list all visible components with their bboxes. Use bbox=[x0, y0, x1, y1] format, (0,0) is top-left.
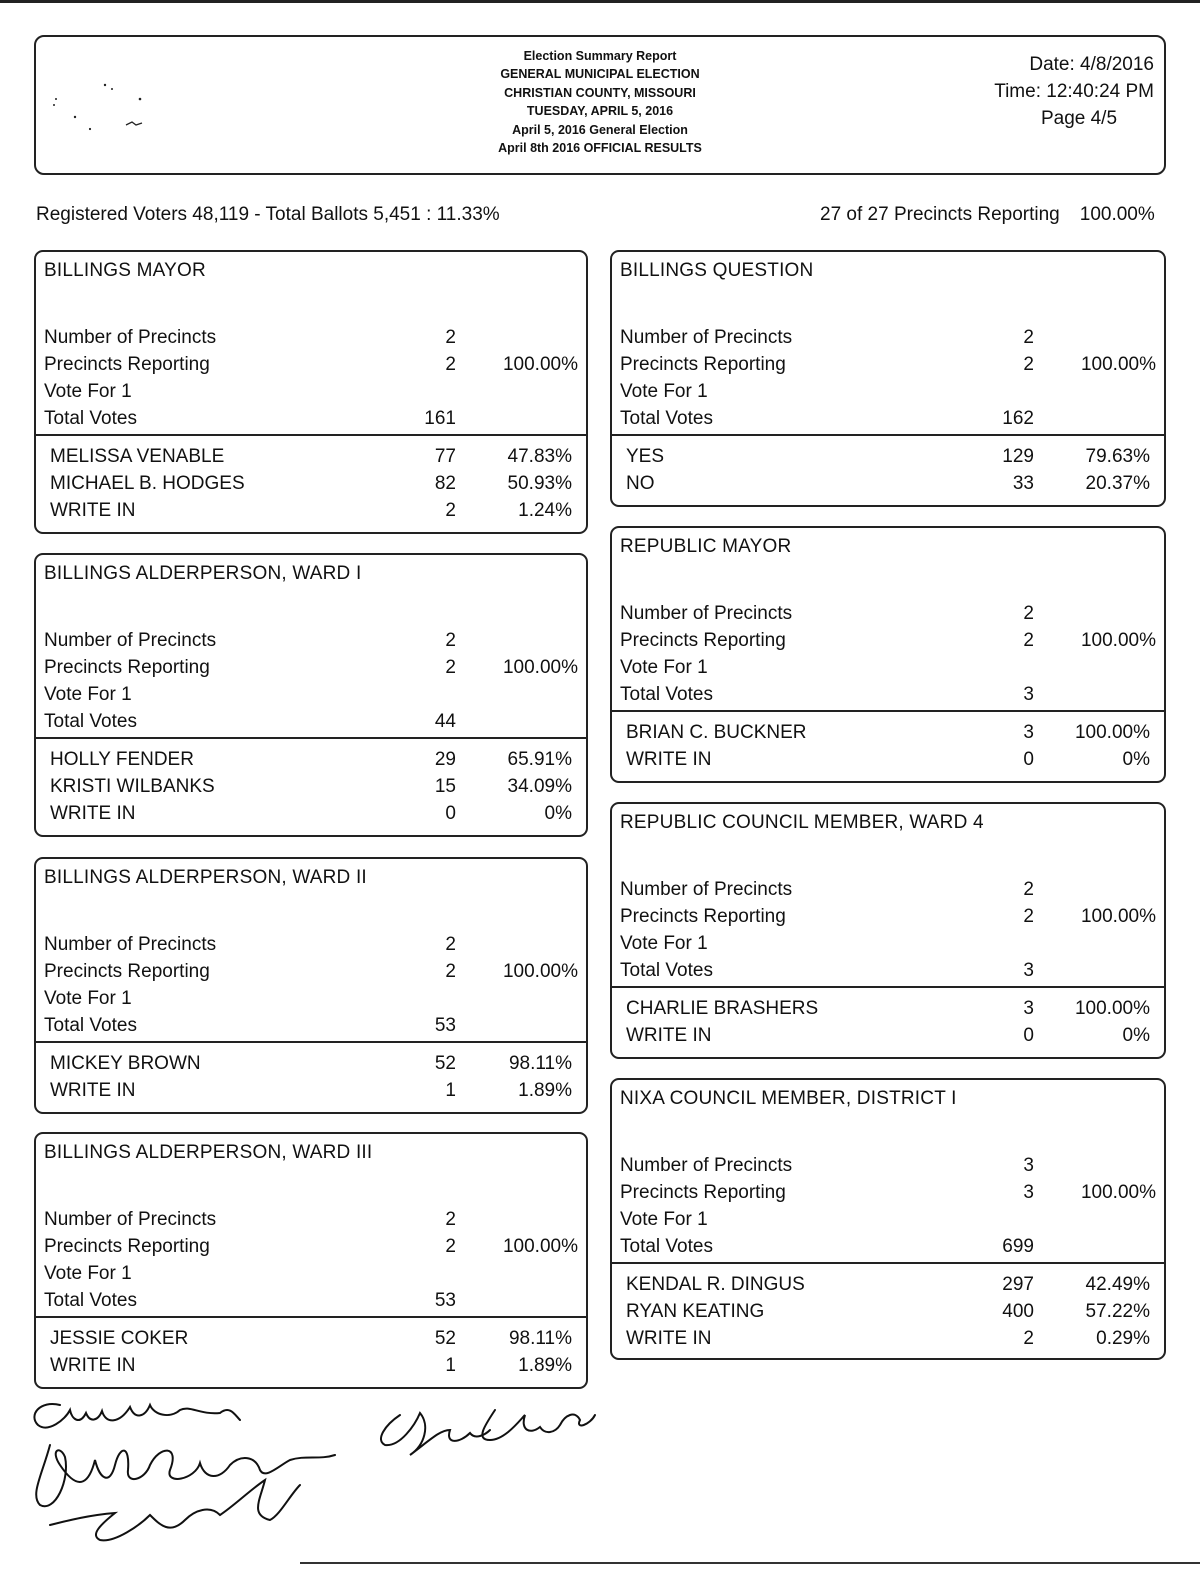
stat-value: 3 bbox=[1023, 960, 1034, 981]
candidate-name: KRISTI WILBANKS bbox=[50, 776, 215, 797]
candidate-row bbox=[36, 1325, 586, 1352]
stat-value: 3 bbox=[1023, 1182, 1034, 1203]
stat-label: Total Votes bbox=[44, 711, 137, 732]
stat-value: 2 bbox=[1023, 354, 1034, 375]
candidate-row bbox=[612, 719, 1164, 746]
candidate-votes: 0 bbox=[1023, 749, 1034, 770]
stat-label: Number of Precincts bbox=[620, 603, 793, 624]
stat-value: 2 bbox=[1023, 906, 1034, 927]
candidate-name: MELISSA VENABLE bbox=[50, 446, 225, 467]
candidate-name: RYAN KEATING bbox=[626, 1301, 765, 1322]
stat-vote-for bbox=[612, 378, 1164, 405]
stat-label: Vote For 1 bbox=[44, 381, 132, 402]
candidate-row bbox=[612, 1022, 1164, 1049]
stat-value: 2 bbox=[445, 630, 456, 651]
candidate-percent: 79.63% bbox=[1085, 446, 1150, 467]
contest-title: BILLINGS ALDERPERSON, WARD I bbox=[44, 563, 362, 584]
contest-divider bbox=[612, 1262, 1164, 1264]
stat-vote-for bbox=[36, 681, 586, 708]
candidate-percent: 100.00% bbox=[1074, 722, 1150, 743]
contest-divider bbox=[612, 434, 1164, 436]
stat-value: 3 bbox=[1023, 1155, 1034, 1176]
candidate-percent: 65.91% bbox=[507, 749, 572, 770]
report-meta bbox=[994, 51, 1154, 132]
stat-precincts-reporting bbox=[36, 1233, 586, 1260]
stat-total-votes bbox=[36, 1287, 586, 1314]
stat-value: 161 bbox=[424, 408, 456, 429]
candidate-percent: 1.24% bbox=[518, 500, 572, 521]
stat-percent: 100.00% bbox=[502, 657, 578, 678]
candidate-votes: 15 bbox=[434, 776, 456, 797]
stat-label: Vote For 1 bbox=[44, 684, 132, 705]
stat-number-of-precincts bbox=[36, 324, 586, 351]
stat-total-votes bbox=[612, 681, 1164, 708]
stat-percent: 100.00% bbox=[502, 1236, 578, 1257]
candidate-votes: 2 bbox=[445, 500, 456, 521]
candidate-percent: 0% bbox=[544, 803, 572, 824]
candidate-percent: 98.11% bbox=[508, 1053, 572, 1074]
candidate-percent: 1.89% bbox=[518, 1080, 572, 1101]
candidate-row bbox=[612, 1325, 1164, 1352]
stat-precincts-reporting bbox=[612, 351, 1164, 378]
stat-label: Number of Precincts bbox=[620, 327, 793, 348]
stat-total-votes bbox=[612, 957, 1164, 984]
stat-label: Vote For 1 bbox=[620, 1209, 708, 1230]
candidate-votes: 3 bbox=[1023, 998, 1034, 1019]
official-signatures bbox=[20, 1385, 620, 1555]
stat-value: 2 bbox=[1023, 327, 1034, 348]
stat-label: Vote For 1 bbox=[620, 657, 708, 678]
stat-vote-for bbox=[36, 985, 586, 1012]
candidate-name: WRITE IN bbox=[50, 500, 136, 521]
candidate-name: WRITE IN bbox=[50, 803, 136, 824]
contest-title: REPUBLIC COUNCIL MEMBER, WARD 4 bbox=[620, 812, 984, 833]
contest-box bbox=[34, 250, 588, 534]
candidate-name: MICKEY BROWN bbox=[50, 1053, 201, 1074]
stat-label: Number of Precincts bbox=[44, 1209, 217, 1230]
stat-value: 2 bbox=[445, 1209, 456, 1230]
candidate-percent: 34.09% bbox=[507, 776, 572, 797]
candidate-votes: 52 bbox=[434, 1053, 456, 1074]
candidate-name: WRITE IN bbox=[626, 1025, 712, 1046]
contest-divider bbox=[36, 1316, 586, 1318]
stat-value: 2 bbox=[1023, 603, 1034, 624]
stat-label: Vote For 1 bbox=[620, 381, 708, 402]
stat-label: Precincts Reporting bbox=[44, 657, 210, 678]
candidate-name: JESSIE COKER bbox=[50, 1328, 189, 1349]
precincts-summary bbox=[820, 204, 1155, 226]
candidate-percent: 1.89% bbox=[518, 1355, 572, 1376]
candidate-row bbox=[36, 1077, 586, 1104]
candidate-row bbox=[612, 1298, 1164, 1325]
candidate-row bbox=[612, 443, 1164, 470]
candidate-votes: 77 bbox=[434, 446, 456, 467]
report-date: Date: 4/8/2016 bbox=[1029, 54, 1154, 75]
stat-percent: 100.00% bbox=[1080, 906, 1156, 927]
candidate-name: WRITE IN bbox=[626, 1328, 712, 1349]
report-title-line: April 5, 2016 General Election bbox=[512, 122, 688, 137]
stat-label: Total Votes bbox=[620, 684, 713, 705]
candidate-row bbox=[612, 470, 1164, 497]
candidate-votes: 1 bbox=[445, 1080, 456, 1101]
report-time: Time: 12:40:24 PM bbox=[994, 81, 1154, 102]
stat-value: 3 bbox=[1023, 684, 1034, 705]
stat-percent: 100.00% bbox=[1080, 630, 1156, 651]
report-title-line: TUESDAY, APRIL 5, 2016 bbox=[526, 104, 674, 119]
stat-label: Total Votes bbox=[620, 408, 713, 429]
stat-percent: 100.00% bbox=[1080, 354, 1156, 375]
stat-vote-for bbox=[612, 930, 1164, 957]
candidate-percent: 42.49% bbox=[1085, 1274, 1150, 1295]
stat-number-of-precincts bbox=[36, 931, 586, 958]
stat-value: 53 bbox=[434, 1290, 456, 1311]
contest-title: REPUBLIC MAYOR bbox=[620, 536, 792, 557]
candidate-row bbox=[36, 800, 586, 827]
candidate-percent: 98.11% bbox=[508, 1328, 572, 1349]
stat-label: Precincts Reporting bbox=[620, 354, 786, 375]
stat-label: Number of Precincts bbox=[44, 934, 217, 955]
stat-number-of-precincts bbox=[612, 876, 1164, 903]
stat-total-votes bbox=[612, 1233, 1164, 1260]
report-title-line: GENERAL MUNICIPAL ELECTION bbox=[500, 67, 700, 82]
stat-label: Vote For 1 bbox=[44, 988, 132, 1009]
contest-divider bbox=[36, 434, 586, 436]
stat-percent: 100.00% bbox=[502, 961, 578, 982]
candidate-name: NO bbox=[626, 473, 655, 494]
report-page: Page 4/5 bbox=[1040, 108, 1118, 129]
stat-precincts-reporting bbox=[612, 903, 1164, 930]
stat-value: 44 bbox=[434, 711, 456, 732]
candidate-row bbox=[36, 746, 586, 773]
stat-label: Precincts Reporting bbox=[620, 906, 786, 927]
stat-precincts-reporting bbox=[612, 1179, 1164, 1206]
stat-label: Total Votes bbox=[620, 960, 713, 981]
contest-box bbox=[610, 1078, 1166, 1360]
stat-vote-for bbox=[36, 378, 586, 405]
stat-number-of-precincts bbox=[612, 324, 1164, 351]
candidate-row bbox=[36, 1352, 586, 1379]
candidate-row bbox=[36, 497, 586, 524]
stat-total-votes bbox=[36, 1012, 586, 1039]
candidate-name: KENDAL R. DINGUS bbox=[626, 1274, 805, 1295]
report-header bbox=[34, 35, 1166, 175]
stat-label: Total Votes bbox=[44, 408, 137, 429]
candidate-name: WRITE IN bbox=[626, 749, 712, 770]
stat-label: Number of Precincts bbox=[620, 1155, 793, 1176]
candidate-votes: 29 bbox=[434, 749, 456, 770]
stat-label: Precincts Reporting bbox=[620, 630, 786, 651]
contest-divider bbox=[36, 737, 586, 739]
stat-precincts-reporting bbox=[612, 627, 1164, 654]
candidate-name: HOLLY FENDER bbox=[50, 749, 194, 770]
candidate-votes: 129 bbox=[1002, 446, 1034, 467]
candidate-votes: 3 bbox=[1023, 722, 1034, 743]
stat-value: 699 bbox=[1002, 1236, 1034, 1257]
registered-voters-summary: Registered Voters 48,119 - Total Ballots 5,451 : 11.33% bbox=[36, 204, 500, 225]
candidate-row bbox=[612, 995, 1164, 1022]
candidate-name: YES bbox=[626, 446, 665, 467]
candidate-percent: 50.93% bbox=[507, 473, 572, 494]
stat-label: Total Votes bbox=[44, 1015, 137, 1036]
stat-value: 2 bbox=[1023, 879, 1034, 900]
stat-precincts-reporting bbox=[36, 958, 586, 985]
stat-total-votes bbox=[36, 405, 586, 432]
contest-divider bbox=[612, 986, 1164, 988]
stat-precincts-reporting bbox=[36, 351, 586, 378]
candidate-percent: 20.37% bbox=[1085, 473, 1150, 494]
stat-number-of-precincts bbox=[612, 600, 1164, 627]
stat-vote-for bbox=[612, 1206, 1164, 1233]
stat-label: Vote For 1 bbox=[44, 1263, 132, 1284]
candidate-votes: 2 bbox=[1023, 1328, 1034, 1349]
candidate-votes: 400 bbox=[1002, 1301, 1034, 1322]
candidate-votes: 82 bbox=[434, 473, 456, 494]
candidate-name: CHARLIE BRASHERS bbox=[626, 998, 819, 1019]
stat-value: 2 bbox=[445, 1236, 456, 1257]
precincts-reporting-text: 27 of 27 Precincts Reporting bbox=[820, 204, 1060, 225]
stat-label: Number of Precincts bbox=[44, 327, 217, 348]
candidate-name: WRITE IN bbox=[50, 1355, 136, 1376]
stat-number-of-precincts bbox=[612, 1152, 1164, 1179]
stat-label: Number of Precincts bbox=[44, 630, 217, 651]
candidate-percent: 0.29% bbox=[1096, 1328, 1150, 1349]
stat-percent: 100.00% bbox=[1080, 1182, 1156, 1203]
candidate-votes: 297 bbox=[1002, 1274, 1034, 1295]
stat-label: Precincts Reporting bbox=[620, 1182, 786, 1203]
candidate-percent: 47.83% bbox=[507, 446, 572, 467]
candidate-row bbox=[36, 443, 586, 470]
contest-title: BILLINGS MAYOR bbox=[44, 260, 206, 281]
stat-value: 2 bbox=[445, 657, 456, 678]
stat-number-of-precincts bbox=[36, 1206, 586, 1233]
stat-label: Precincts Reporting bbox=[44, 961, 210, 982]
contest-title: BILLINGS ALDERPERSON, WARD II bbox=[44, 867, 367, 888]
scan-edge bbox=[0, 0, 1200, 3]
candidate-votes: 33 bbox=[1012, 473, 1034, 494]
contest-divider bbox=[612, 710, 1164, 712]
report-title-line: Election Summary Report bbox=[523, 49, 677, 63]
stat-value: 2 bbox=[445, 354, 456, 375]
candidate-percent: 57.22% bbox=[1085, 1301, 1150, 1322]
stat-total-votes bbox=[612, 405, 1164, 432]
candidate-row bbox=[36, 1050, 586, 1077]
stat-label: Number of Precincts bbox=[620, 879, 793, 900]
report-title-line: CHRISTIAN COUNTY, MISSOURI bbox=[504, 85, 696, 100]
contest-box bbox=[34, 857, 588, 1114]
contest-box bbox=[610, 802, 1166, 1059]
stat-value: 2 bbox=[1023, 630, 1034, 651]
candidate-name: MICHAEL B. HODGES bbox=[50, 473, 245, 494]
candidate-name: WRITE IN bbox=[50, 1080, 136, 1101]
scan-bottom-edge bbox=[300, 1562, 1200, 1564]
candidate-percent: 0% bbox=[1122, 749, 1150, 770]
stat-label: Precincts Reporting bbox=[44, 1236, 210, 1257]
stat-percent: 100.00% bbox=[502, 354, 578, 375]
stat-precincts-reporting bbox=[36, 654, 586, 681]
candidate-row bbox=[612, 746, 1164, 773]
contest-title: NIXA COUNCIL MEMBER, DISTRICT I bbox=[620, 1088, 957, 1109]
contest-box bbox=[610, 526, 1166, 783]
stat-vote-for bbox=[36, 1260, 586, 1287]
candidate-name: BRIAN C. BUCKNER bbox=[626, 722, 807, 743]
candidate-percent: 100.00% bbox=[1074, 998, 1150, 1019]
stat-vote-for bbox=[612, 654, 1164, 681]
stat-value: 162 bbox=[1002, 408, 1034, 429]
stat-label: Total Votes bbox=[620, 1236, 713, 1257]
contest-title: BILLINGS ALDERPERSON, WARD III bbox=[44, 1142, 373, 1163]
candidate-votes: 0 bbox=[1023, 1025, 1034, 1046]
report-title-line: April 8th 2016 OFFICIAL RESULTS bbox=[498, 141, 702, 156]
stat-value: 2 bbox=[445, 327, 456, 348]
candidate-row bbox=[612, 1271, 1164, 1298]
contest-box bbox=[34, 1132, 588, 1389]
candidate-votes: 52 bbox=[434, 1328, 456, 1349]
candidate-row bbox=[36, 470, 586, 497]
stat-label: Total Votes bbox=[44, 1290, 137, 1311]
stat-number-of-precincts bbox=[36, 627, 586, 654]
stat-total-votes bbox=[36, 708, 586, 735]
candidate-row bbox=[36, 773, 586, 800]
contest-box bbox=[610, 250, 1166, 507]
contest-divider bbox=[36, 1041, 586, 1043]
contest-box bbox=[34, 553, 588, 837]
contest-title: BILLINGS QUESTION bbox=[620, 260, 814, 281]
candidate-percent: 0% bbox=[1122, 1025, 1150, 1046]
candidate-votes: 0 bbox=[445, 803, 456, 824]
stat-value: 53 bbox=[434, 1015, 456, 1036]
stat-value: 2 bbox=[445, 934, 456, 955]
stat-value: 2 bbox=[445, 961, 456, 982]
stat-label: Precincts Reporting bbox=[44, 354, 210, 375]
stat-label: Vote For 1 bbox=[620, 933, 708, 954]
candidate-votes: 1 bbox=[445, 1355, 456, 1376]
precincts-reporting-pct: 100.00% bbox=[1079, 204, 1155, 225]
